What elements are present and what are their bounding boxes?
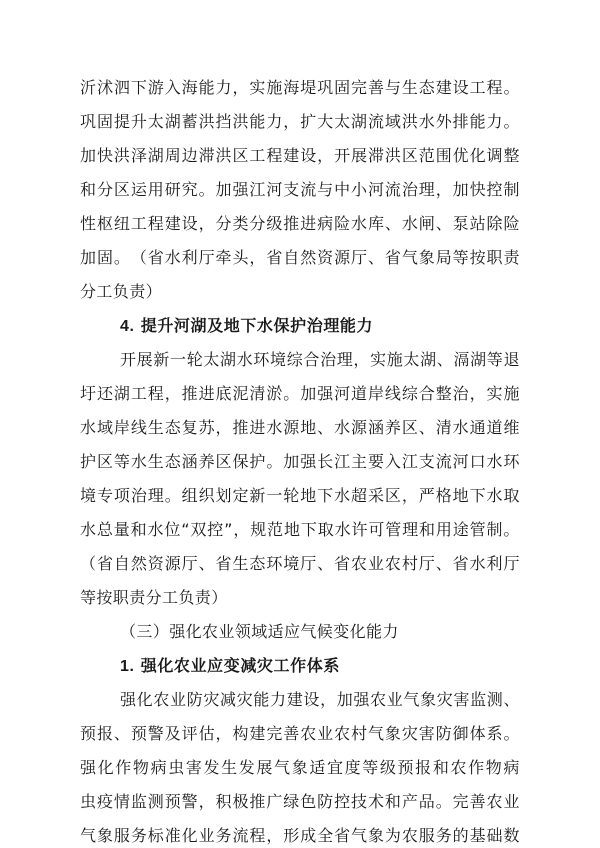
heading-text: 提升河湖及地下水保护治理能力 [140, 316, 374, 335]
section-heading-1 [120, 656, 340, 677]
section-title: （三）强化农业领域适应气候变化能力 [120, 622, 399, 641]
text-line: 性 枢 纽 工 程 建 设 ， 分 类 分 级 推 进 病 险 水 库 、 水 闸 、 泵 站 除 险 [80, 214, 520, 233]
text-line: （ 省 自 然 资 源 厅 、 省 生 态 环 境 厅 、 省 农 业 农 村 厅 、 省 水 利 厅 [80, 554, 520, 573]
text-line: 分工负责） [80, 282, 163, 301]
text-line: 境 专 项 治 理 。 组 织 划 定 新 一 轮 地 下 水 超 采 区 ， 严 格 地 下 水 取 [80, 486, 520, 505]
text-line: 圩 还 湖 工 程 ， 推 进 底 泥 清 淤 。 加 强 河 道 岸 线 综 合 整 治 ， 实 施 [80, 384, 520, 403]
text-line: 和 分 区 运 用 研 究 。 加 强 江 河 支 流 与 中 小 河 流 治 理 ， 加 快 控 制 [80, 180, 520, 199]
heading-number: 4. [120, 318, 135, 335]
text-line: 护 区 等 水 生 态 涵 养 区 保 护 。 加 强 长 江 主 要 入 江 支 流 河 口 水 环 [80, 452, 520, 471]
text-line: 气 象 服 务 标 准 化 业 务 流 程 ， 形 成 全 省 气 象 为 农 服 务 的 基 础 数 [80, 826, 520, 845]
text-line: 预 报 、 预 警 及 评 估 ， 构 建 完 善 农 业 农 村 气 象 灾 害 防 御 体 系 。 [80, 724, 520, 743]
text-line: 等按职责分工负责） [80, 588, 228, 607]
text-line: 加 固 。 （ 省 水 利 厅 牵 头 ， 省 自 然 资 源 厅 、 省 气 象 局 等 按 职 责 [80, 248, 520, 267]
paragraph-first-line: 强 化 农 业 防 灾 减 灾 能 力 建 设 ， 加 强 农 业 气 象 灾 害 监 测 、 [120, 690, 520, 709]
heading-number: 1. [120, 658, 135, 675]
text-line: 巩 固 提 升 太 湖 蓄 洪 挡 洪 能 力 ， 扩 大 太 湖 流 域 洪 水 外 排 能 力 。 [80, 112, 520, 131]
section-heading-4 [120, 316, 373, 337]
text-line: 水 域 岸 线 生 态 复 苏 ， 推 进 水 源 地 、 水 源 涵 养 区 、 清 水 通 道 维 [80, 418, 520, 437]
text-line: 强 化 作 物 病 虫 害 发 生 发 展 气 象 适 宜 度 等 级 预 报 和 农 作 物 病 [80, 758, 520, 777]
text-line: 水 总 量 和 水 位 “ 双 控 ” ， 规 范 地 下 取 水 许 可 管 理 和 用 途 管 制 。 [80, 520, 520, 539]
paragraph-first-line: 开 展 新 一 轮 太 湖 水 环 境 综 合 治 理 ， 实 施 太 湖 、 滆 湖 等 退 [120, 350, 520, 369]
text-line: 加 快 洪 泽 湖 周 边 滞 洪 区 工 程 建 设 ， 开 展 滞 洪 区 范 围 优 化 调 整 [80, 146, 520, 165]
text-line: 沂 沭 泗 下 游 入 海 能 力 ， 实 施 海 堤 巩 固 完 善 与 生 态 建 设 工 程 。 [80, 78, 520, 97]
text-line: 虫 疫 情 监 测 预 警 ， 积 极 推 广 绿 色 防 控 技 术 和 产 品 。 完 善 农 业 [80, 792, 520, 811]
heading-text: 强化农业应变减灾工作体系 [140, 656, 340, 675]
